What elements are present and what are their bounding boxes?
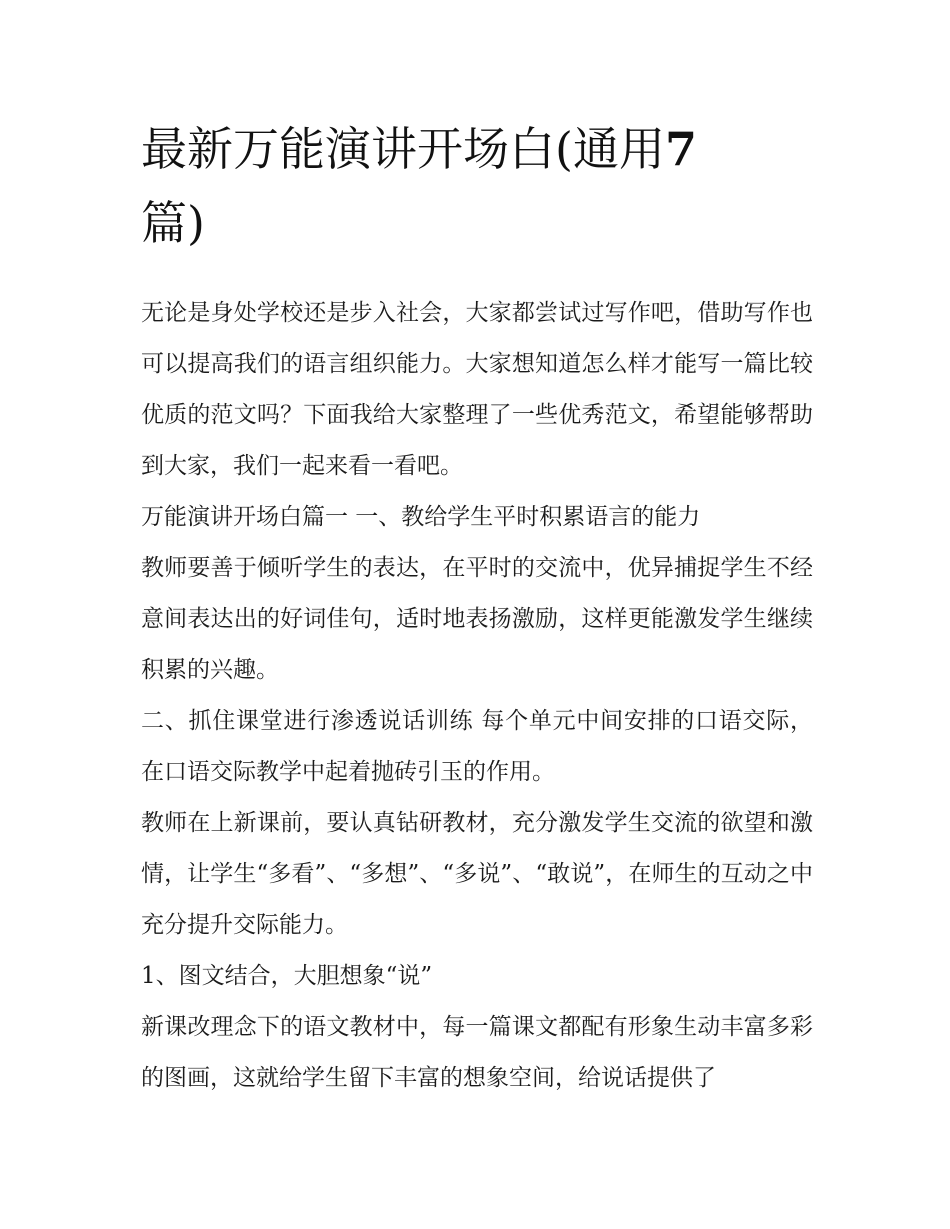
body-paragraph: 教师在上新课前，要认真钻研教材，充分激发学生交流的欲望和激情，让学生“多看”、“多想”、“多说”、“敢说”，在师生的互动之中充分提升交际能力。 xyxy=(141,810,813,938)
document-title xyxy=(141,112,813,260)
title-main-text: 最新万能演讲开场白(通用 xyxy=(141,122,665,176)
section-heading-one: 万能演讲开场白篇一 一、教给学生平时积累语言的能力 xyxy=(141,504,701,530)
title-end-text: 篇) xyxy=(141,196,205,250)
intro-paragraph: 无论是身处学校还是步入社会，大家都尝试过写作吧，借助写作也可以提高我们的语言组织能力。大家想知道怎么样才能写一篇比较优质的范文吗？下面我给大家整理了一些优秀范文，希望能够帮助到大家，我们一起来看一看吧。 xyxy=(141,300,813,479)
body-paragraph: 新课改理念下的语文教材中，每一篇课文都配有形象生动丰富多彩的图画，这就给学生留下丰富的想象空间，给说话提供了 xyxy=(141,1014,813,1091)
body-paragraph: 教师要善于倾听学生的表达，在平时的交流中，优异捕捉学生不经意间表达出的好词佳句，适时地表扬激励，这样更能激发学生继续积累的兴趣。 xyxy=(141,555,813,683)
document-body xyxy=(141,112,813,1104)
title-number: 7 xyxy=(664,122,697,176)
section-heading-two: 二、抓住课堂进行渗透说话训练 每个单元中间安排的口语交际，在口语交际教学中起着抛砖引玉的作用。 xyxy=(141,708,813,785)
subsection-heading: 1、图文结合，大胆想象“说” xyxy=(141,963,433,989)
